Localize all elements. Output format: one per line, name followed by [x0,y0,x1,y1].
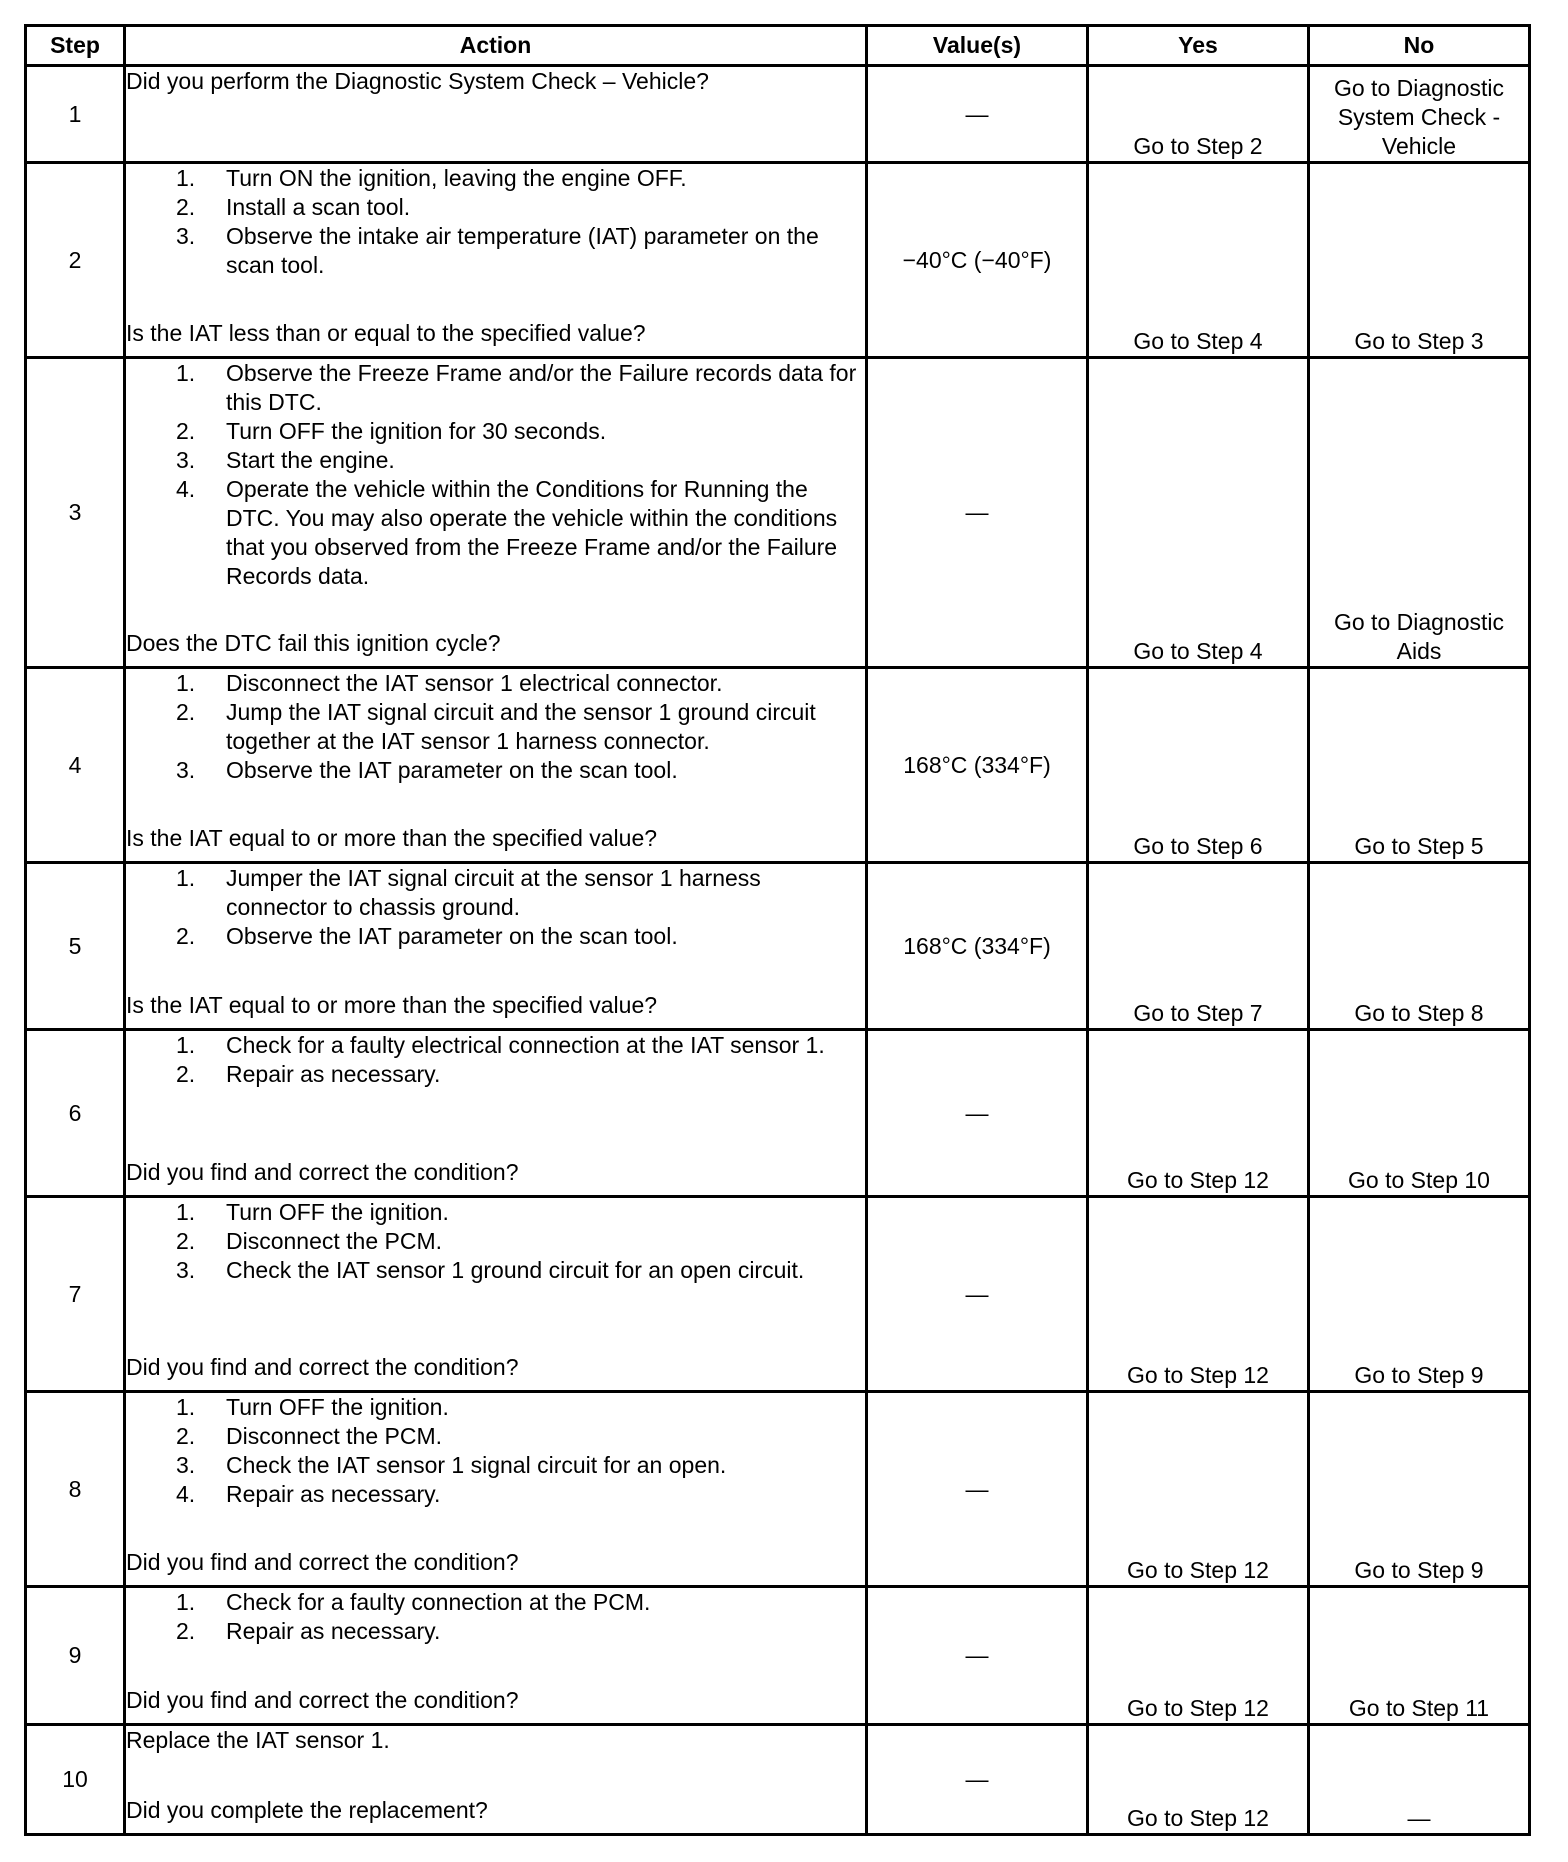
no-cell: Go to Step 10 [1309,1030,1530,1197]
list-item [126,417,865,446]
list-item-text: Observe the Freeze Frame and/or the Failure records data for this DTC. [226,360,857,415]
list-item-text: Observe the IAT parameter on the scan tool. [226,923,678,949]
list-item-text: Turn OFF the ignition for 30 seconds. [226,418,607,444]
action-intro: Replace the IAT sensor 1. [126,1727,390,1753]
action-content [126,67,865,153]
list-item [126,1060,865,1089]
value-cell: −40°C (−40°F) [867,163,1088,358]
table-row [26,1197,1530,1392]
action-cell [125,1725,867,1835]
table-row [26,163,1530,358]
list-item-number: 3. [176,1452,196,1478]
list-item [126,864,865,922]
action-steps [126,1588,865,1646]
step-number: 10 [26,1725,125,1835]
step-number: 6 [26,1030,125,1197]
list-item-number: 3. [176,223,196,249]
list-item-text: Turn OFF the ignition. [226,1199,449,1225]
step-number: 1 [26,66,125,163]
table-row [26,863,1530,1030]
action-steps [126,1198,865,1285]
action-content [126,1031,865,1187]
yes-cell: Go to Step 2 [1088,66,1309,163]
no-cell: Go to Step 11 [1309,1587,1530,1725]
list-item-text: Turn OFF the ignition. [226,1394,449,1420]
table-row [26,1030,1530,1197]
list-item-number: 2. [176,1228,196,1254]
yes-cell: Go to Step 4 [1088,163,1309,358]
list-item-text: Observe the IAT parameter on the scan tool. [226,757,678,783]
header-values: Value(s) [867,26,1088,66]
yes-cell: Go to Step 12 [1088,1725,1309,1835]
action-intro: Did you perform the Diagnostic System Check – Vehicle? [126,68,709,94]
value-cell: — [867,1197,1088,1392]
action-steps [126,164,865,280]
list-item [126,1617,865,1646]
value-cell: — [867,1725,1088,1835]
list-item-text: Jumper the IAT signal circuit at the sensor 1 harness connector to chassis ground. [226,865,761,920]
no-cell: Go to Step 3 [1309,163,1530,358]
list-item-text: Check for a faulty electrical connection at the IAT sensor 1. [226,1032,825,1058]
action-content [126,1198,865,1382]
action-steps [126,359,865,591]
action-cell [125,1030,867,1197]
action-content [126,864,865,1020]
value-cell: — [867,66,1088,163]
action-question: Did you find and correct the condition? [126,1687,519,1713]
list-item-number: 3. [176,757,196,783]
action-cell [125,163,867,358]
list-item-number: 4. [176,476,196,502]
action-question: Does the DTC fail this ignition cycle? [126,630,501,656]
step-number: 7 [26,1197,125,1392]
list-item [126,359,865,417]
action-content [126,359,865,658]
table-body [26,66,1530,1835]
list-item-text: Check for a faulty connection at the PCM. [226,1589,651,1615]
action-steps [126,669,865,785]
list-item [126,446,865,475]
no-cell: Go to Step 5 [1309,668,1530,863]
action-question: Is the IAT equal to or more than the specified value? [126,992,658,1018]
diagnostic-table [24,24,1531,1836]
list-item-text: Repair as necessary. [226,1061,441,1087]
list-item-number: 2. [176,1423,196,1449]
action-steps [126,864,865,951]
list-item-number: 1. [176,1589,196,1615]
value-cell: — [867,1392,1088,1587]
value-cell: — [867,1030,1088,1197]
no-cell: Go to Step 9 [1309,1197,1530,1392]
list-item-number: 3. [176,447,196,473]
no-cell: Go to Diagnostic Aids [1309,358,1530,668]
list-item-number: 1. [176,865,196,891]
action-content [126,1393,865,1577]
action-question: Is the IAT equal to or more than the specified value? [126,825,658,851]
list-item-text: Repair as necessary. [226,1618,441,1644]
step-number: 8 [26,1392,125,1587]
list-item-text: Disconnect the PCM. [226,1423,443,1449]
list-item [126,164,865,193]
list-item-text: Disconnect the IAT sensor 1 electrical connector. [226,670,723,696]
action-question: Did you complete the replacement? [126,1797,488,1823]
list-item-number: 4. [176,1481,196,1507]
list-item-number: 2. [176,699,196,725]
value-cell: 168°C (334°F) [867,668,1088,863]
action-cell [125,1392,867,1587]
list-item-text: Jump the IAT signal circuit and the sensor 1 ground circuit together at the IAT sensor 1 harness connector. [226,699,816,754]
yes-cell: Go to Step 12 [1088,1030,1309,1197]
action-content [126,164,865,348]
yes-cell: Go to Step 12 [1088,1392,1309,1587]
no-cell: — [1309,1725,1530,1835]
list-item [126,1393,865,1422]
no-cell: Go to Step 8 [1309,863,1530,1030]
list-item-number: 1. [176,360,196,386]
list-item-text: Repair as necessary. [226,1481,441,1507]
list-item [126,1588,865,1617]
list-item [126,1451,865,1480]
value-cell: 168°C (334°F) [867,863,1088,1030]
list-item-text: Disconnect the PCM. [226,1228,443,1254]
header-step: Step [26,26,125,66]
list-item [126,1031,865,1060]
header-row [26,26,1530,66]
list-item [126,1198,865,1227]
no-cell: Go to Step 9 [1309,1392,1530,1587]
action-cell [125,1587,867,1725]
action-cell [125,668,867,863]
list-item-number: 2. [176,194,196,220]
action-cell [125,66,867,163]
table-row [26,66,1530,163]
action-steps [126,1393,865,1509]
list-item [126,756,865,785]
action-steps [126,1031,865,1089]
list-item [126,1256,865,1285]
list-item-number: 3. [176,1257,196,1283]
header-yes: Yes [1088,26,1309,66]
yes-cell: Go to Step 6 [1088,668,1309,863]
action-cell [125,1197,867,1392]
step-number: 5 [26,863,125,1030]
list-item [126,922,865,951]
action-question: Did you find and correct the condition? [126,1354,519,1380]
list-item-text: Install a scan tool. [226,194,411,220]
list-item-number: 2. [176,1618,196,1644]
action-content [126,1726,865,1825]
list-item [126,669,865,698]
action-content [126,1588,865,1715]
list-item-text: Observe the intake air temperature (IAT) parameter on the scan tool. [226,223,819,278]
no-cell: Go to Diagnostic System Check - Vehicle [1309,66,1530,163]
table-row [26,668,1530,863]
action-cell [125,863,867,1030]
list-item [126,475,865,591]
list-item [126,193,865,222]
list-item [126,1422,865,1451]
yes-cell: Go to Step 12 [1088,1197,1309,1392]
yes-cell: Go to Step 12 [1088,1587,1309,1725]
list-item-text: Check the IAT sensor 1 signal circuit for an open. [226,1452,727,1478]
list-item-number: 2. [176,1061,196,1087]
list-item-text: Turn ON the ignition, leaving the engine OFF. [226,165,687,191]
table-row [26,1725,1530,1835]
list-item-text: Operate the vehicle within the Conditions for Running the DTC. You may also operate the vehicle within the conditions that you observed from the Freeze Frame and/or the Failure Records data. [226,476,838,589]
value-cell: — [867,1587,1088,1725]
value-cell: — [867,358,1088,668]
step-number: 3 [26,358,125,668]
yes-cell: Go to Step 4 [1088,358,1309,668]
list-item [126,1480,865,1509]
list-item [126,1227,865,1256]
list-item-number: 1. [176,1032,196,1058]
step-number: 2 [26,163,125,358]
action-question: Did you find and correct the condition? [126,1159,519,1185]
step-number: 9 [26,1587,125,1725]
list-item-text: Start the engine. [226,447,395,473]
list-item-number: 1. [176,1199,196,1225]
action-content [126,669,865,853]
header-action: Action [125,26,867,66]
yes-cell: Go to Step 7 [1088,863,1309,1030]
list-item-number: 1. [176,1394,196,1420]
action-cell [125,358,867,668]
list-item-number: 2. [176,923,196,949]
table-row [26,358,1530,668]
action-question: Did you find and correct the condition? [126,1549,519,1575]
header-no: No [1309,26,1530,66]
table-row [26,1587,1530,1725]
list-item-number: 1. [176,165,196,191]
action-question: Is the IAT less than or equal to the specified value? [126,320,646,346]
list-item [126,222,865,280]
list-item [126,698,865,756]
table-row [26,1392,1530,1587]
step-number: 4 [26,668,125,863]
list-item-number: 2. [176,418,196,444]
list-item-number: 1. [176,670,196,696]
list-item-text: Check the IAT sensor 1 ground circuit for an open circuit. [226,1257,805,1283]
